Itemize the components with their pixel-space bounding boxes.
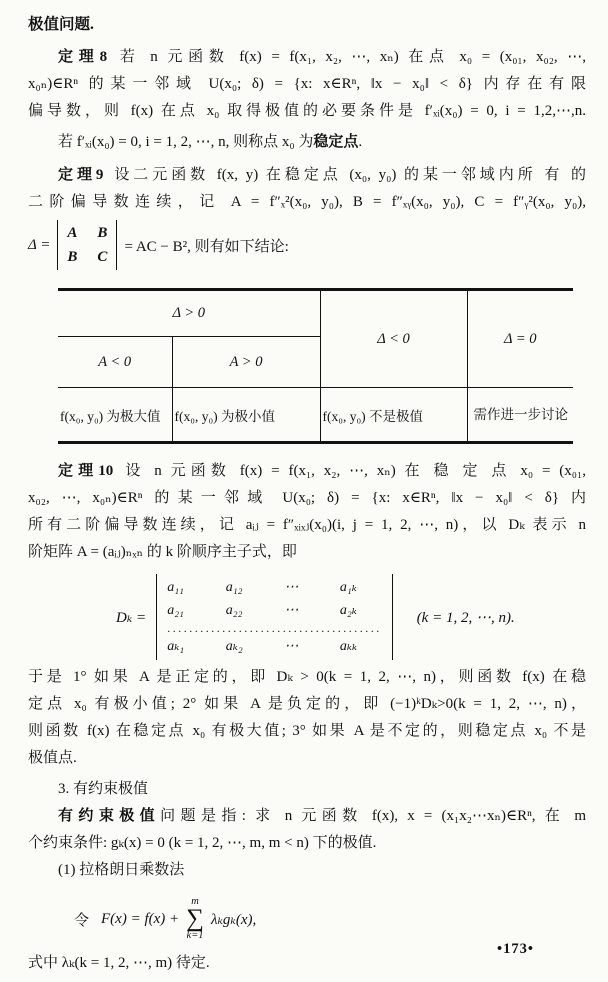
- determinant-lhs: Δ =: [28, 236, 51, 253]
- lagrange-method-label: (1) 拉格朗日乘数法: [58, 862, 185, 878]
- matrix-entry-12: a₁₂: [225, 580, 243, 595]
- theorem9-line-2: 二阶偏导数连续，记 A = f″ₓ²(x₀, y₀), B = f″ₓᵧ(x₀, y₀), C = f″ᵧ²(x₀, y₀),: [28, 194, 586, 210]
- det-entry-c: C: [97, 249, 108, 265]
- summation-upper-bound: m: [191, 895, 199, 907]
- section3-intro-paragraph: [28, 803, 586, 857]
- dk-lhs: Dₖ =: [116, 609, 147, 626]
- theorem10-line-1: [28, 458, 586, 485]
- section3-intro-line-2: 个约束条件: gₖ(x) = 0 (k = 1, 2, ⋯, m, m < n) 下的极值.: [28, 835, 377, 851]
- theorem8-line-1: [28, 44, 586, 71]
- theorem8-line-3: 偏导数，则 f(x) 在点 x₀ 取得极值的必要条件是 f′ₓᵢ(x₀) = 0, i = 1,2,⋯,n.: [28, 103, 586, 119]
- determinant-2x2: [57, 220, 117, 270]
- theorem8-remark: [28, 129, 586, 156]
- matrix-ellipsis-row1: ⋯: [284, 580, 299, 595]
- matrix-ellipsis-row2: ⋯: [284, 603, 299, 618]
- dk-determinant-equation: [116, 574, 586, 660]
- cell-a-negative: A < 0: [58, 337, 172, 388]
- conclusion-line-4: 极值点.: [28, 750, 77, 766]
- determinant-kxk: [156, 574, 393, 660]
- cell-a-positive: A > 0: [172, 337, 320, 388]
- theorem8-line-2: x₀ₙ)∈Rⁿ 的某一邻域 U(x₀; δ) = {x: x∈Rⁿ, ‖x − x₀‖ < δ} 内存在有限: [28, 76, 586, 92]
- formula-lhs: F(x) = f(x) +: [101, 910, 180, 927]
- cell-further-discussion: 需作进一步讨论: [473, 407, 569, 422]
- theorem8-line-1-text: 若 n 元函数 f(x) = f(x₁, x₂, ⋯, xₙ) 在点 x₀ = (x₀₁, x₀₂, ⋯,: [114, 49, 586, 65]
- sigma-glyph: ∑: [186, 905, 204, 932]
- theorem10-paragraph: [28, 458, 586, 566]
- theorem10-line-1-text: 设 n 元函数 f(x) = f(x₁, x₂, ⋯, xₙ) 在 稳 定 点 x₀ = (x₀₁,: [120, 463, 586, 479]
- theorem8-remark-bold-term: 稳定点: [313, 134, 359, 150]
- formula-rhs: λₖgₖ(x),: [210, 911, 257, 928]
- theorem9-line-1-text: 设二元函数 f(x, y) 在稳定点 (x₀, y₀) 的某一邻域内所 有 的: [110, 167, 586, 183]
- theorem10-line-2: x₀₂, ⋯, x₀ₙ)∈Rⁿ 的某一邻域 U(x₀; δ) = {x: x∈Rⁿ, ‖x − x₀‖ < δ} 内: [28, 490, 586, 506]
- lagrange-formula: [74, 890, 586, 948]
- section3-intro-line-1-text: 问题是指: 求 n 元函数 f(x), x = (x₁x₂⋯xₙ)∈Rⁿ, 在 m: [160, 808, 586, 824]
- section3-intro-bold-term: 有约束极值: [58, 808, 161, 824]
- section3-intro-line-1: [28, 803, 586, 830]
- matrix-entry-2k: a₂ₖ: [339, 603, 357, 618]
- theorem9-line-1: [28, 162, 586, 189]
- theorem8-paragraph: [28, 44, 586, 125]
- determinant-rhs: = AC − B², 则有如下结论:: [124, 238, 289, 255]
- cell-delta-negative: Δ < 0: [320, 290, 467, 388]
- matrix-entry-kk: aₖₖ: [339, 639, 358, 654]
- det-entry-a: A: [67, 225, 78, 241]
- theorem10-line-4: 阶矩阵 A = (aᵢⱼ)ₙₓₙ 的 k 阶顺序主子式，即: [28, 544, 297, 560]
- matrix-entry-k1: aₖ₁: [167, 639, 185, 654]
- cell-local-minimum: f(x₀, y₀) 为极小值: [172, 388, 320, 443]
- matrix-entry-11: a₁₁: [167, 580, 184, 595]
- theorem10-line-3: 所有二阶偏导数连续，记 aᵢⱼ = f″ₓᵢₓⱼ(x₀)(i, j = 1, 2, ⋯, n)，以 Dₖ 表示 n: [28, 517, 586, 533]
- delta-criteria-table: [58, 288, 573, 444]
- theorem10-label: 定理10: [58, 463, 114, 479]
- dk-index-condition: (k = 1, 2, ⋯, n).: [416, 609, 515, 626]
- page-number: •173•: [497, 941, 534, 957]
- summation-symbol: [186, 897, 204, 942]
- table-header-row: [58, 290, 573, 337]
- matrix-ellipsis-row3: ⋯: [284, 639, 299, 654]
- determinant-kxk-grid: [157, 574, 392, 660]
- conclusion-line-1: 于是 1° 如果 A 是正定的，即 Dₖ > 0(k = 1, 2, ⋯, n)，则函数 f(x) 在稳: [28, 669, 586, 685]
- cell-local-maximum: f(x₀, y₀) 为极大值: [58, 388, 172, 443]
- cell-not-extremum: f(x₀, y₀) 不是极值: [320, 388, 467, 443]
- page-title: 极值问题.: [28, 16, 94, 33]
- matrix-entry-21: a₂₁: [167, 603, 184, 618]
- matrix-entry-22: a₂₂: [225, 603, 243, 618]
- table-result-row: [58, 388, 573, 443]
- cell-delta-zero: Δ = 0: [467, 290, 573, 388]
- det-entry-b1: B: [97, 225, 108, 241]
- cell-delta-positive: Δ > 0: [58, 290, 320, 337]
- determinant-2x2-grid: [58, 220, 116, 270]
- conclusion-line-3: 则函数 f(x) 在稳定点 x₀ 有极大值; 3° 如果 A 是不定的，则稳定点 x₀ 不是: [28, 723, 586, 739]
- summation-lower-bound: k=1: [186, 930, 204, 941]
- matrix-dots-row: .......................................: [167, 624, 382, 633]
- conclusion-paragraph: [28, 664, 586, 772]
- theorem8-remark-text: 若 f′ₓᵢ(x₀) = 0, i = 1, 2, ⋯, n, 则称点 x₀ 为: [58, 134, 314, 150]
- theorem9-determinant-line: [28, 216, 586, 274]
- det-entry-b2: B: [67, 249, 78, 265]
- matrix-entry-k2: aₖ₂: [225, 639, 243, 654]
- theorem8-label: 定理8: [58, 49, 108, 65]
- conclusion-line-2: 定点 x₀ 有极小值; 2° 如果 A 是负定的，即 (−1)ᵏDₖ>0(k = 1, 2, ⋯, n)，: [28, 696, 586, 712]
- matrix-entry-1k: a₁ₖ: [339, 580, 357, 595]
- theorem8-remark-period: .: [358, 134, 363, 150]
- lambda-note: 式中 λₖ(k = 1, 2, ⋯, m) 待定.: [28, 955, 210, 971]
- theorem9-label: 定理9: [58, 167, 104, 183]
- theorem9-paragraph: [28, 162, 586, 216]
- section3-heading: 3. 有约束极值: [58, 781, 149, 797]
- formula-let-word: 令: [74, 912, 90, 929]
